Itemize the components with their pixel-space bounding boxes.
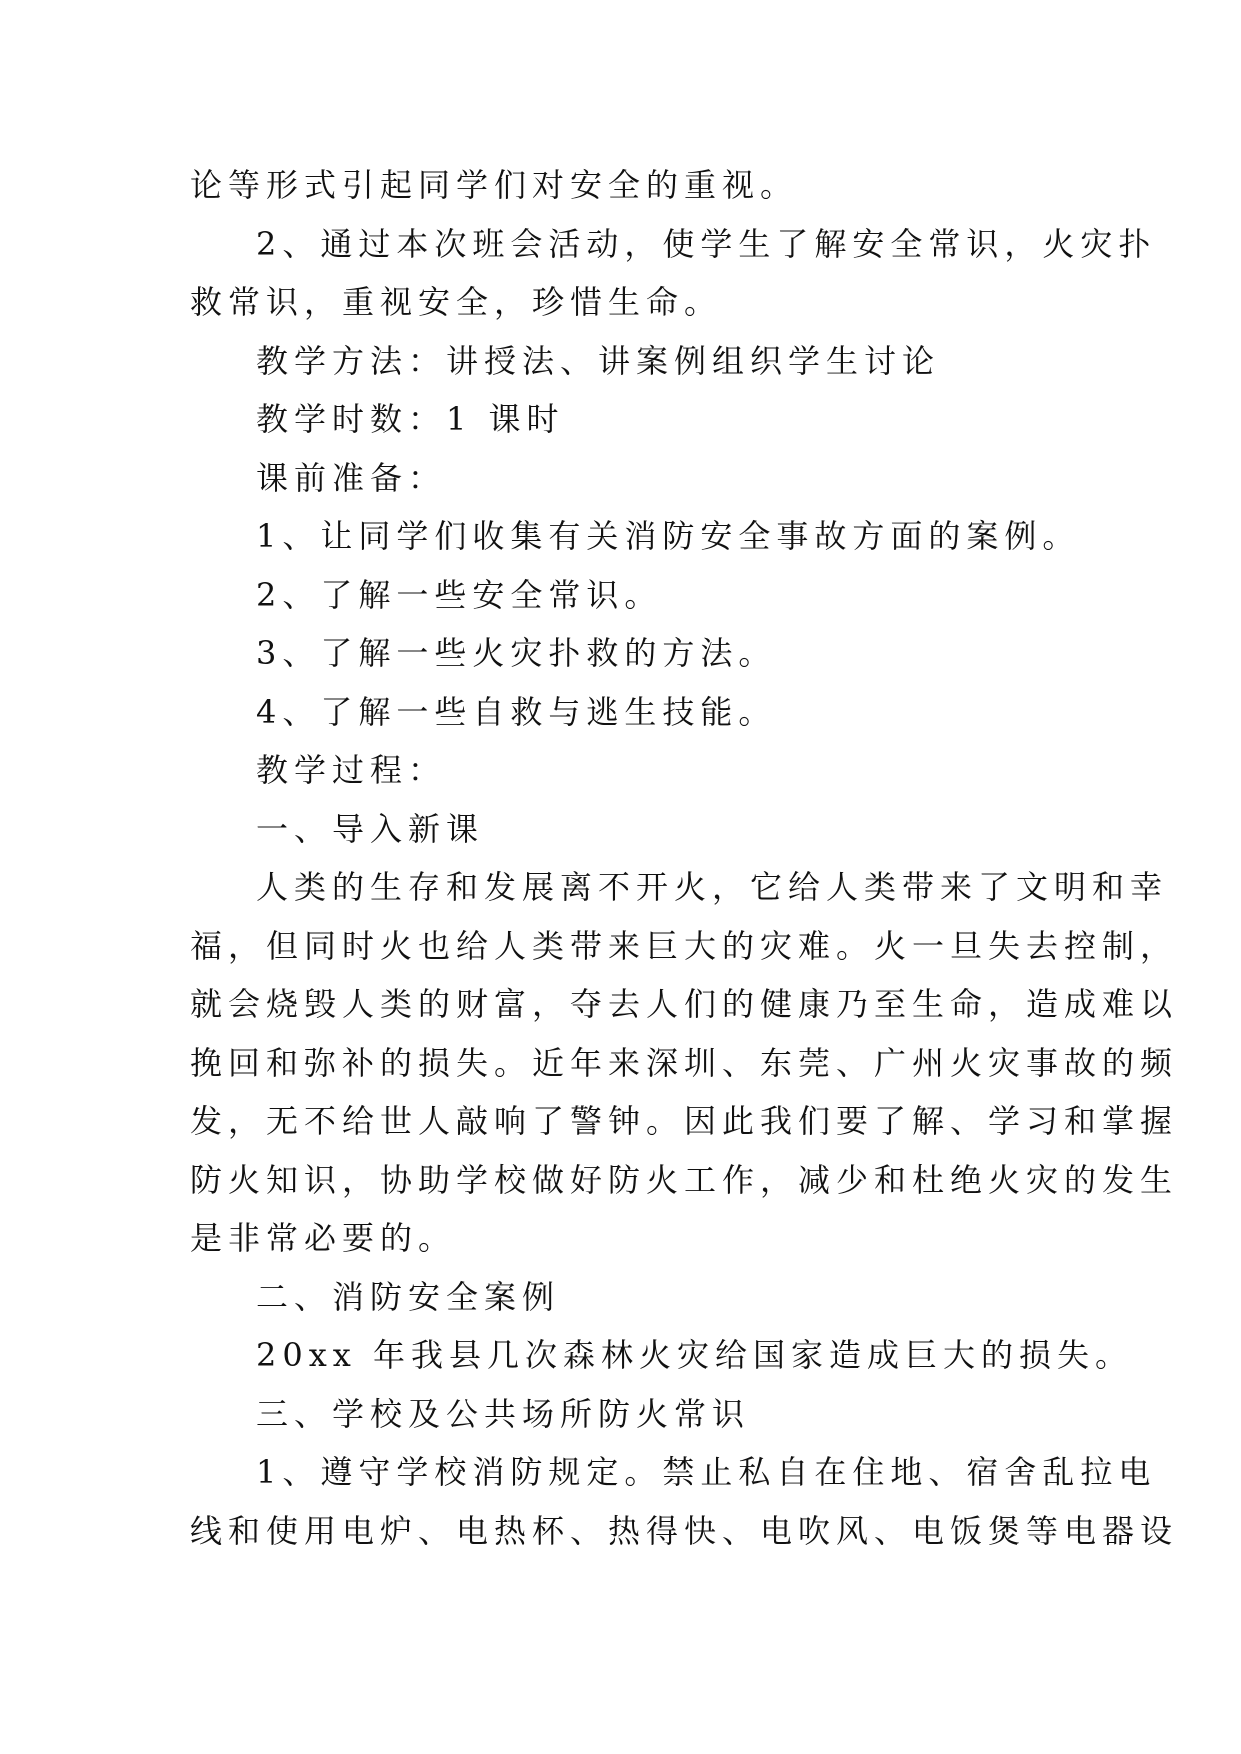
class-hours-line: 教学时数：1 课时 [256,400,565,438]
preparation-item-4: 4、了解一些自救与逃生技能。 [256,692,777,731]
text-line-1: 论等形式引起同学们对安全的重视。 [190,166,799,204]
text-line-3: 救常识，重视安全，珍惜生命。 [190,283,723,321]
section-heading-3: 三、学校及公共场所防火常识 [256,1394,751,1433]
document-body [190,156,1179,1560]
preparation-item-3: 3、了解一些火灾扑救的方法。 [256,634,777,672]
teaching-method-line: 教学方法：讲授法、讲案例组织学生讨论 [256,341,941,380]
section-heading-2: 二、消防安全案例 [256,1277,561,1316]
preparation-item-2: 2、了解一些安全常识。 [256,575,663,614]
intro-paragraph-line-4: 挽回和弥补的损失。近年来深圳、东莞、广州火灾事故的频 [190,1043,1179,1082]
section-heading-1: 一、导入新课 [256,809,485,848]
intro-paragraph-line-5: 发，无不给世人敲响了警钟。因此我们要了解、学习和掌握 [190,1102,1179,1140]
intro-paragraph-line-1: 人类的生存和发展离不开火，它给人类带来了文明和幸 [256,868,1169,906]
intro-paragraph-line-6: 防火知识，协助学校做好防火工作，减少和杜绝火灾的发生 [190,1160,1179,1199]
preparation-item-1: 1、让同学们收集有关消防安全事故方面的案例。 [256,517,1081,555]
teaching-process-heading: 教学过程： [256,751,447,789]
rule-paragraph-line-2: 线和使用电炉、电热杯、热得快、电吹风、电饭煲等电器设 [190,1511,1179,1550]
case-line: 20xx 年我县几次森林火灾给国家造成巨大的损失。 [256,1336,1133,1374]
intro-paragraph-line-2: 福，但同时火也给人类带来巨大的灾难。火一旦失去控制， [190,926,1179,965]
text-line-2: 2、通过本次班会活动，使学生了解安全常识，火灾扑 [256,224,1157,263]
preparation-heading: 课前准备： [256,458,447,497]
intro-paragraph-line-3: 就会烧毁人类的财富，夺去人们的健康乃至生命，造成难以 [190,985,1179,1023]
rule-paragraph-line-1: 1、遵守学校消防规定。禁止私自在住地、宿舍乱拉电 [256,1453,1157,1491]
intro-paragraph-line-7: 是非常必要的。 [190,1219,457,1257]
